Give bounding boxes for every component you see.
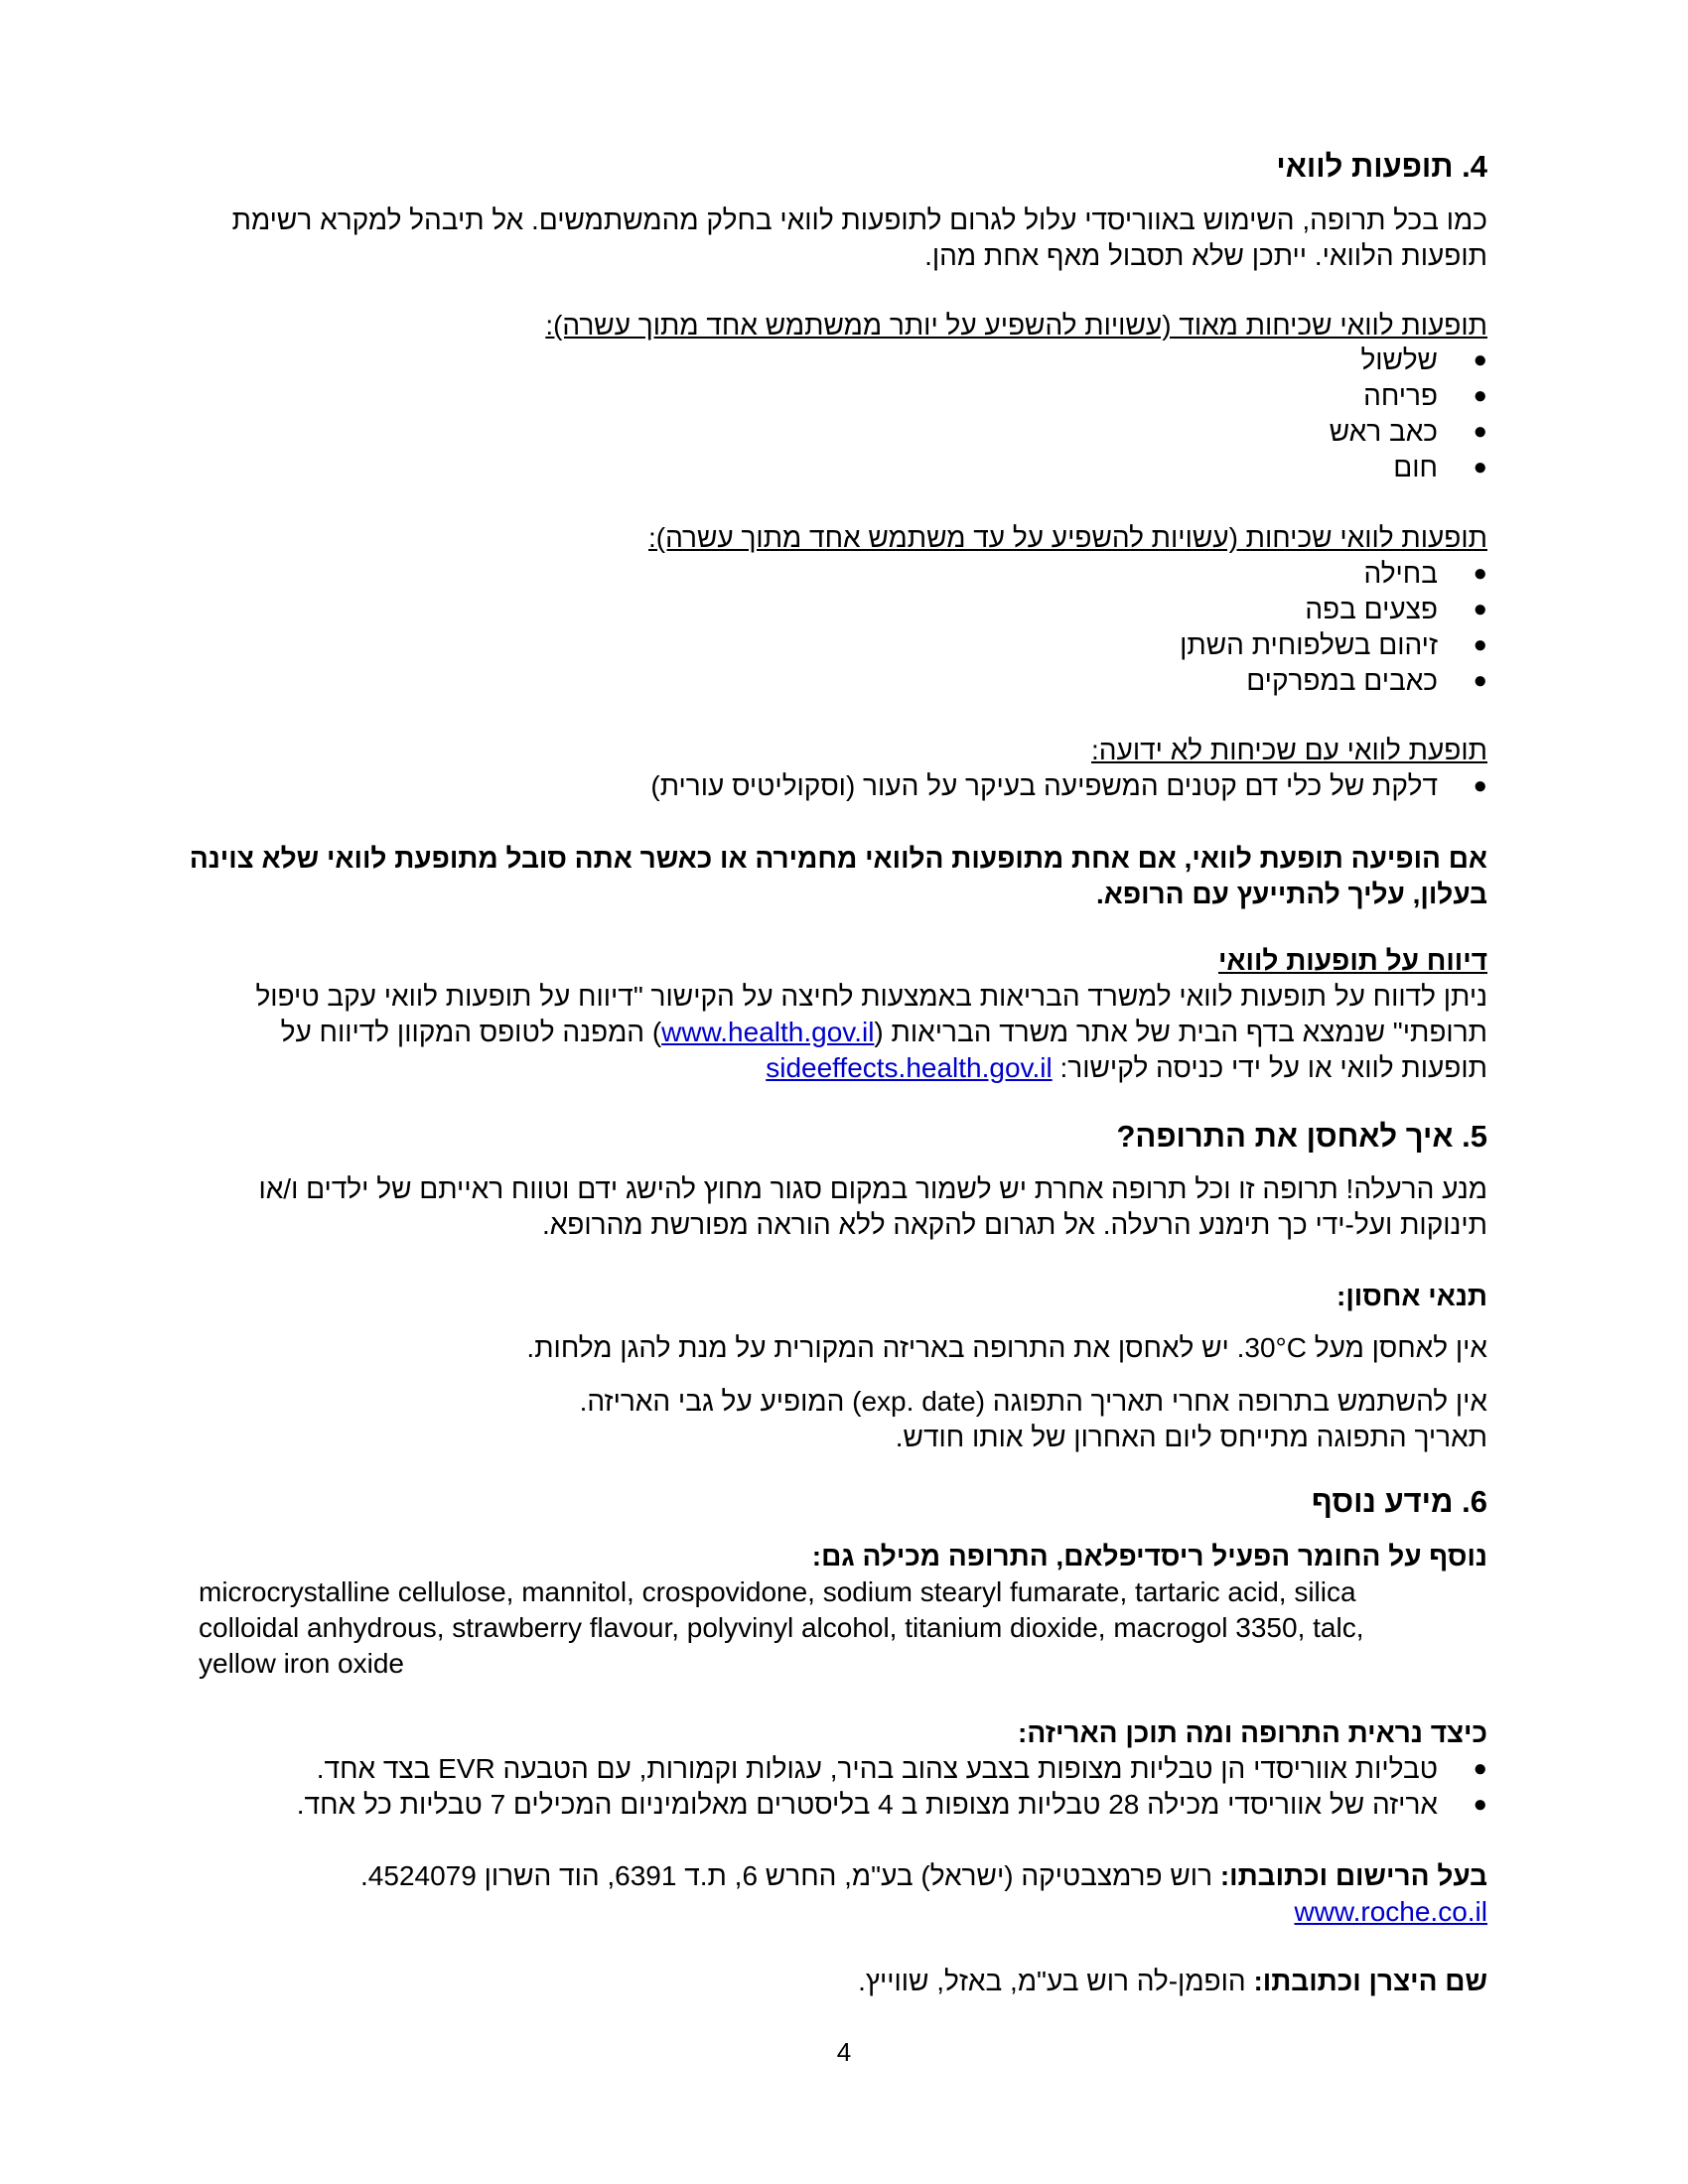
section-4-heading: 4. תופעות לוואי	[1276, 149, 1487, 184]
section-5-line1: מנע הרעלה! תרופה זו וכל תרופה אחרת יש לשמור במקום סגור מחוץ להישג ידם וטווח ראייתם של ילדים ו/או	[258, 1173, 1487, 1204]
very-common-title: תופעות לוואי שכיחות מאוד (עשויות להשפיע על יותר ממשתמש אחד מתוך עשרה):	[545, 310, 1487, 341]
manufacturer: שם היצרן וכתובתו: הופמן-לה רוש בע"מ, באזל, שווייץ.	[858, 1966, 1487, 1996]
bullet-icon: ●	[1473, 382, 1487, 409]
bullet-icon: ●	[1473, 418, 1487, 445]
section-4-intro-line1: כמו בכל תרופה, השימוש באווריסדי עלול לגרום לתופעות לוואי בחלק מהמשתמשים. אל תיבהל למקרא רשימת	[231, 205, 1487, 235]
bullet-icon: ●	[1473, 667, 1487, 694]
bullet-icon: ●	[1473, 1791, 1487, 1818]
bullet-icon: ●	[1473, 560, 1487, 587]
section-4-intro-line2: תופעות הלוואי. ייתכן שלא תסבול מאף אחת מהן.	[924, 240, 1487, 271]
list-item: ● כאב ראש	[197, 414, 1487, 450]
list-item: ● אריזה של אווריסדי מכילה 28 טבליות מצופות ב 4 בליסטרים מאלומיניום המכילים 7 טבליות כל אחד.	[197, 1787, 1487, 1823]
storage-line1: אין לאחסן מעל 30°C. יש לאחסן את התרופה באריזה המקורית על מנת להגן מלחות.	[526, 1332, 1487, 1363]
storage-line2: אין להשתמש בתרופה אחרי תאריך התפוגה (exp. date) המופיע על גבי האריזה.	[579, 1386, 1487, 1417]
report-line2: תרופתי" שנמצא בדף הבית של אתר משרד הבריאות (www.health.gov.il) המפנה לטופס המקוון לדיווח על	[280, 1017, 1487, 1047]
common-title: תופעות לוואי שכיחות (עשויות להשפיע על עד משתמש אחד מתוך עשרה):	[647, 522, 1487, 553]
list-item: ● דלקת של כלי דם קטנים המשפיעה בעיקר על העור (וסקוליטיס עורית)	[197, 768, 1487, 804]
license-holder-link-line	[1294, 1894, 1487, 1930]
section-5-heading: 5. איך לאחסן את התרופה?	[1116, 1119, 1487, 1154]
list-item: ● פצעים בפה	[197, 592, 1487, 627]
page-number: 4	[836, 2037, 852, 2067]
bullet-icon: ●	[1473, 1755, 1487, 1782]
list-item: ● כאבים במפרקים	[197, 663, 1487, 699]
bullet-icon: ●	[1473, 772, 1487, 799]
report-line1: ניתן לדווח על תופעות לוואי למשרד הבריאות באמצעות לחיצה על הקישור "דיווח על תופעות לוואי עקב טיפול	[255, 981, 1487, 1012]
report-title: דיווח על תופעות לוואי	[1217, 945, 1487, 976]
health-gov-link[interactable]: www.health.gov.il	[661, 1017, 875, 1047]
unknown-frequency-title: תופעת לוואי עם שכיחות לא ידועה:	[1091, 735, 1487, 765]
ingredients-line1: microcrystalline cellulose, mannitol, crospovidone, sodium stearyl fumarate, tartaric acid, silica	[199, 1576, 1356, 1607]
bullet-icon: ●	[1473, 596, 1487, 622]
side-effect-warning-line1: אם הופיעה תופעת לוואי, אם אחת מתופעות הלוואי מחמירה או כאשר אתה סובל מתופעת לוואי שלא צוינה	[189, 843, 1487, 874]
list-item: ● זיהום בשלפוחית השתן	[197, 627, 1487, 663]
list-item: ● חום	[197, 450, 1487, 485]
list-item: ● בחילה	[197, 556, 1487, 592]
license-holder: בעל הרישום וכתובתו: רוש פרמצבטיקה (ישראל) בע"מ, החרש 6, ת.ד 6391, הוד השרון 4524079.	[360, 1860, 1487, 1891]
ingredients-line2: colloidal anhydrous, strawberry flavour, polyvinyl alcohol, titanium dioxide, macrogol 3350, talc,	[199, 1612, 1364, 1643]
appearance-title: כיצד נראית התרופה ומה תוכן האריזה:	[1018, 1717, 1487, 1748]
side-effect-warning-line2: בעלון, עליך להתייעץ עם הרופא.	[1095, 879, 1487, 909]
sideeffects-link[interactable]: sideeffects.health.gov.il	[766, 1052, 1053, 1083]
section-5-line2: תינוקות ועל-ידי כך תימנע הרעלה. אל תגרום להקאה ללא הוראה מפורשת מהרופא.	[541, 1209, 1487, 1240]
roche-link[interactable]: www.roche.co.il	[1294, 1896, 1487, 1927]
section-6-heading: 6. מידע נוסף	[1311, 1484, 1487, 1519]
list-item: ● פריחה	[197, 378, 1487, 414]
ingredients-line3: yellow iron oxide	[199, 1648, 404, 1679]
bullet-icon: ●	[1473, 454, 1487, 480]
bullet-icon: ●	[1473, 631, 1487, 658]
list-item: ● שלשול	[197, 342, 1487, 378]
ingredients-title: נוסף על החומר הפעיל ריסדיפלאם, התרופה מכילה גם:	[811, 1541, 1487, 1571]
report-line3: תופעות לוואי או על ידי כניסה לקישור: sideeffects.health.gov.il	[766, 1052, 1487, 1083]
storage-title: תנאי אחסון:	[1336, 1281, 1487, 1311]
bullet-icon: ●	[1473, 346, 1487, 373]
list-item: ● טבליות אווריסדי הן טבליות מצופות בצבע צהוב בהיר, עגולות וקמורות, עם הטבעה EVR בצד אחד.	[197, 1751, 1487, 1787]
storage-line3: תאריך התפוגה מתייחס ליום האחרון של אותו חודש.	[895, 1422, 1487, 1452]
